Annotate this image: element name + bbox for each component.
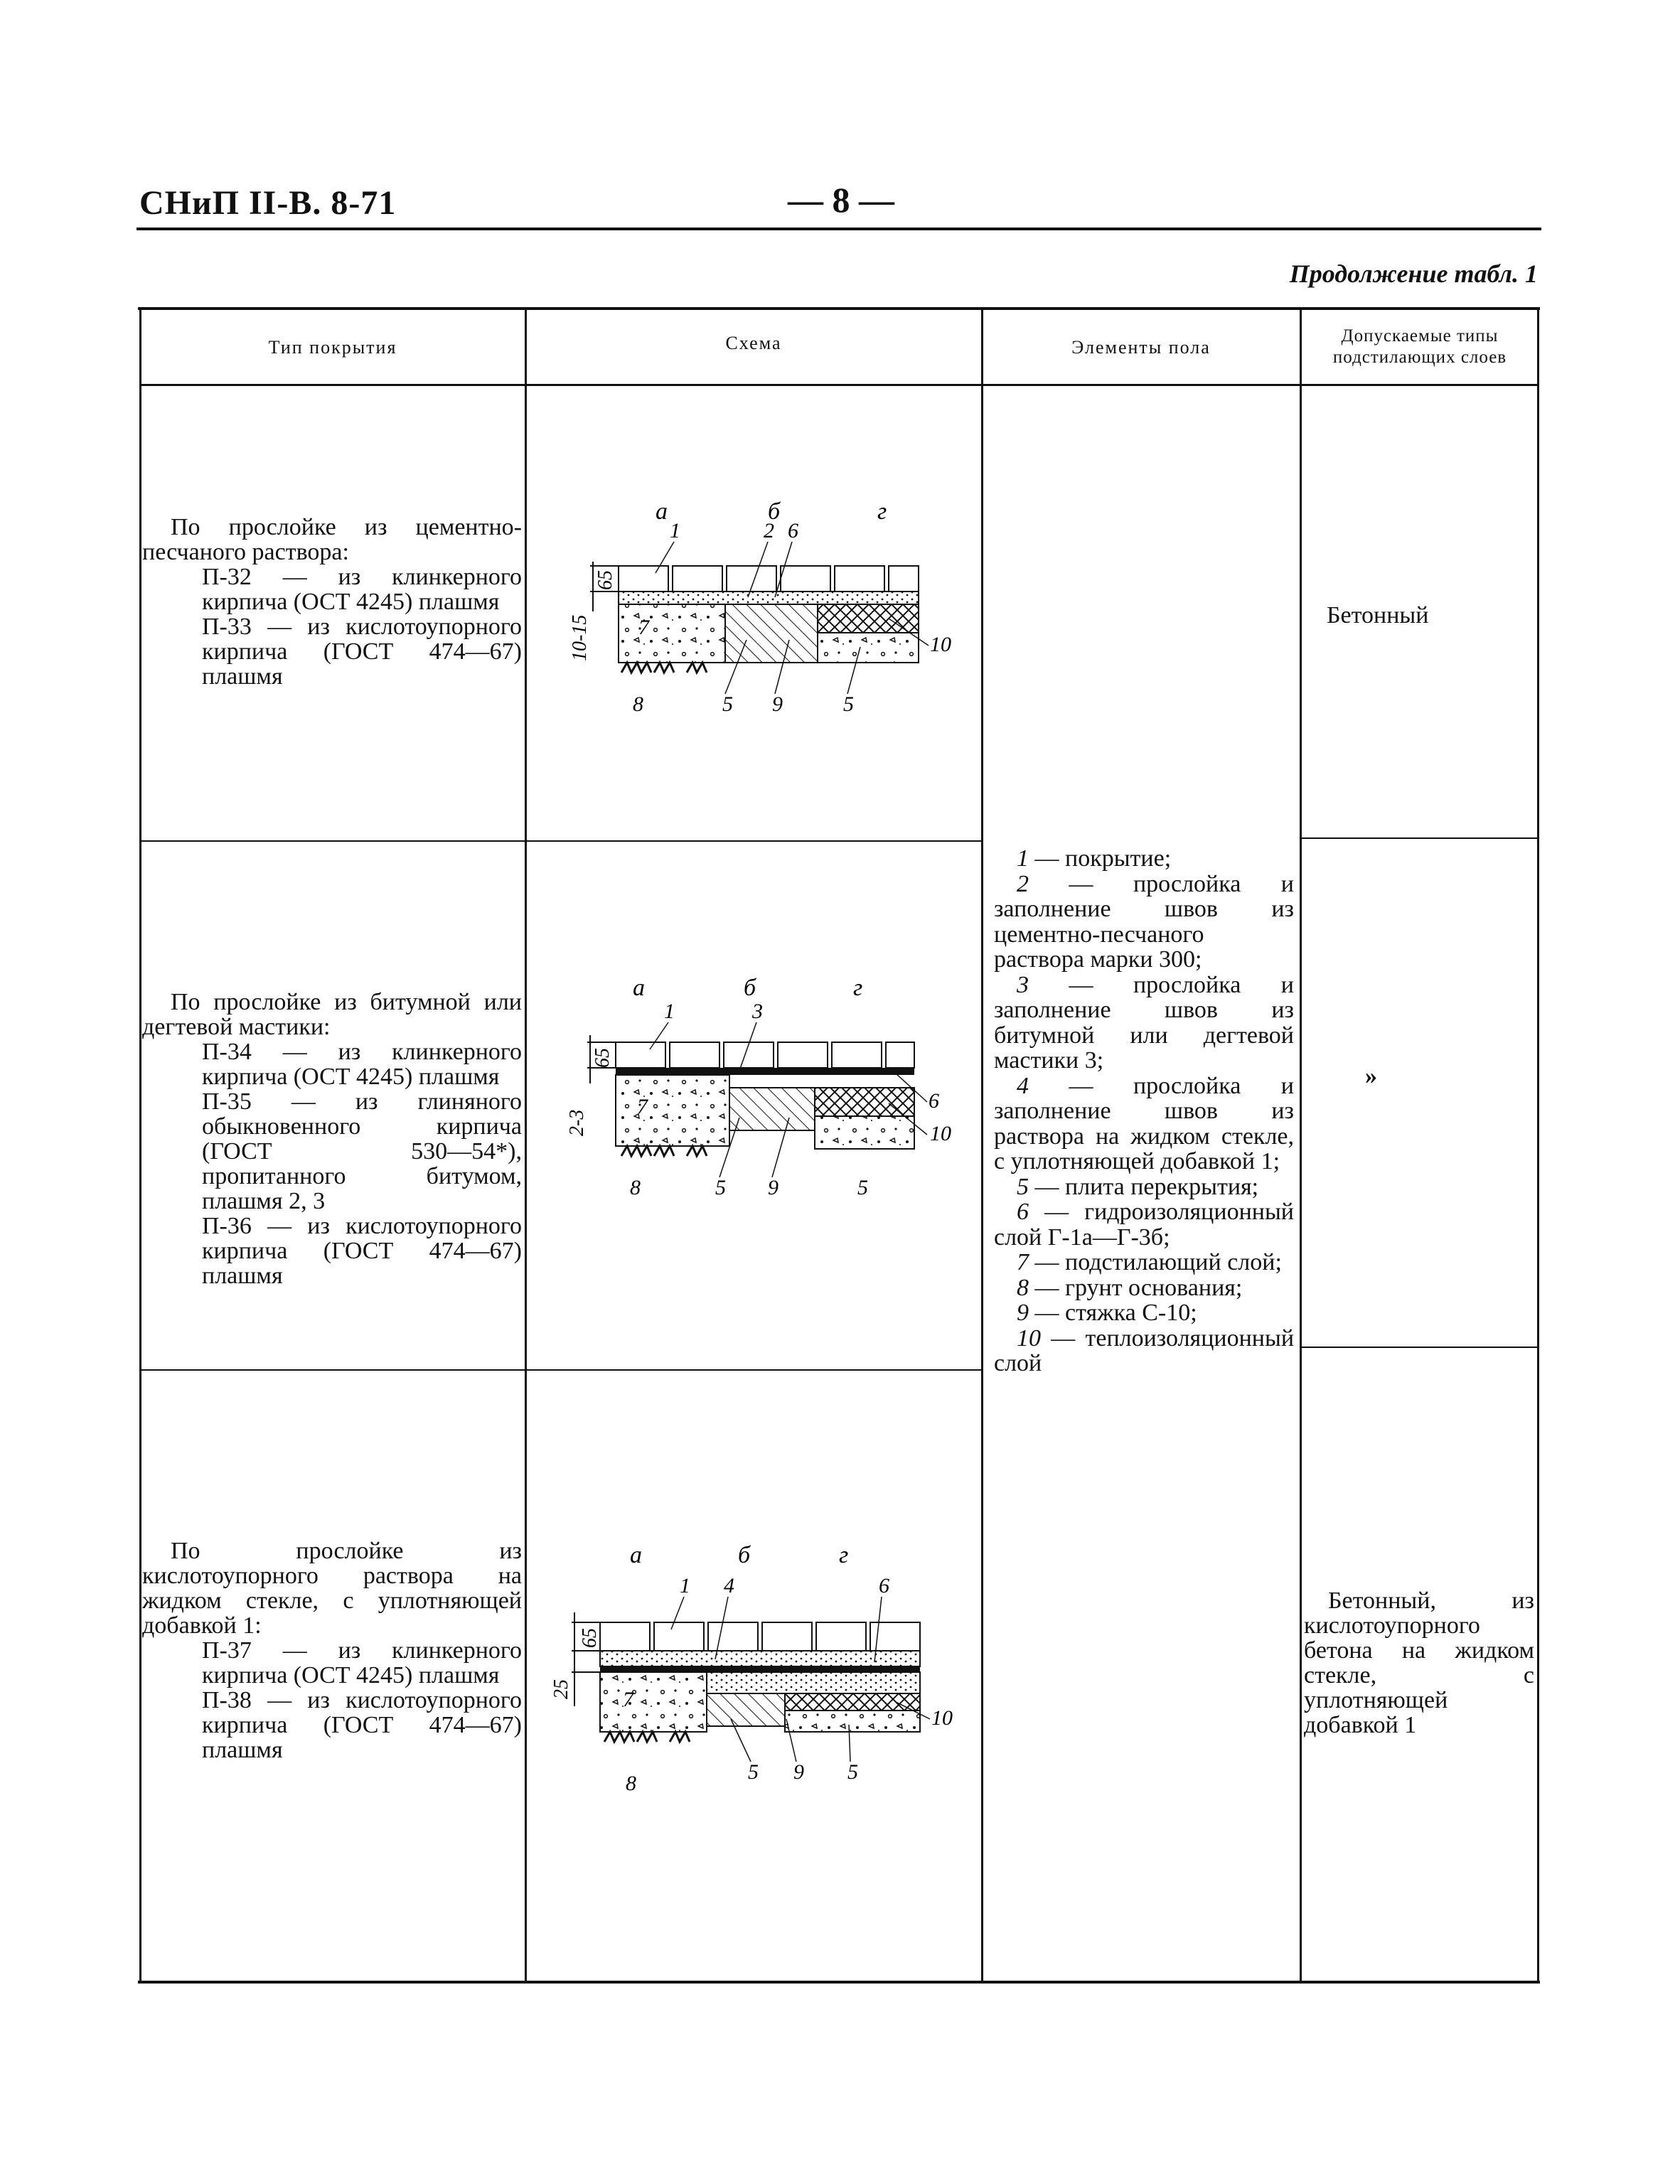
scheme-2-label-a: а bbox=[633, 975, 645, 1001]
scheme-2-underlay-concrete bbox=[616, 1075, 729, 1146]
scheme-2-dim-top: 65 bbox=[592, 1048, 614, 1068]
scheme-3-num-5b: 5 bbox=[847, 1760, 858, 1784]
header-bottom-border bbox=[139, 384, 1539, 386]
row-3-coating-type bbox=[142, 1538, 522, 1762]
table-top-border bbox=[138, 307, 1540, 310]
floor-element-8: 8 — грунт основания; bbox=[1017, 1274, 1243, 1301]
floor-element-10: 10 — теплоизоляционный слой bbox=[994, 1324, 1295, 1376]
row-divider-2-right bbox=[1300, 1347, 1539, 1348]
table-bottom-border bbox=[138, 1981, 1540, 1984]
scheme-2-ground bbox=[621, 1146, 707, 1156]
floor-element-2: 2 — прослойка и заполнение швов из цементно-песчаного раствора марки 300; bbox=[994, 870, 1294, 973]
scheme-3-num-9: 9 bbox=[793, 1760, 804, 1784]
row-divider-1-right bbox=[1300, 837, 1539, 839]
table-continuation-note: Продолжение табл. 1 bbox=[1289, 259, 1538, 288]
row-2-item-2: П-35 — из глиняного обыкновенного кирпича (ГОСТ 530—54*), пропитанного битумом, плашмя 2, 3 bbox=[202, 1088, 522, 1214]
scheme-1-dim-top: 65 bbox=[594, 570, 616, 590]
scheme-3-bricks bbox=[600, 1622, 920, 1651]
scheme-3-label-a: а bbox=[630, 1542, 642, 1568]
scheme-1-ground bbox=[621, 663, 707, 673]
floor-element-3: 3 — прослойка и заполнение швов из битумной или дегтевой мастики 3; bbox=[994, 971, 1294, 1074]
row-2-item-1: П-34 — из клинкерного кирпича (ОСТ 4245) плашмя bbox=[202, 1039, 522, 1090]
scheme-1-num-9: 9 bbox=[772, 692, 783, 716]
row-1-coating-type bbox=[142, 515, 522, 689]
scheme-3-num-6: 6 bbox=[879, 1574, 889, 1597]
scheme-1-slab bbox=[818, 633, 919, 663]
col-divider-3 bbox=[1300, 307, 1302, 1982]
scheme-1-dim-side: 10-15 bbox=[569, 614, 591, 661]
scheme-1-label-g: г bbox=[877, 498, 887, 525]
col-divider-2 bbox=[981, 307, 983, 1982]
scheme-3-num-8: 8 bbox=[626, 1772, 636, 1795]
scheme-1-num-2: 2 bbox=[764, 519, 774, 542]
scheme-3-num-10: 10 bbox=[931, 1706, 953, 1730]
scheme-3-insulation bbox=[785, 1693, 920, 1711]
row-divider-1-left bbox=[139, 840, 983, 842]
scheme-3-mortar-layer bbox=[600, 1651, 920, 1666]
scheme-2-slab bbox=[815, 1116, 914, 1149]
scheme-2-num-5a: 5 bbox=[715, 1176, 726, 1199]
scheme-1-num-1: 1 bbox=[670, 519, 680, 542]
col-header-floor-elements: Элементы пола bbox=[1071, 337, 1211, 358]
scheme-3-screed-hatch bbox=[707, 1693, 785, 1726]
scheme-1-num-5a: 5 bbox=[722, 692, 733, 716]
scheme-3-waterproofing bbox=[600, 1666, 920, 1672]
row-1-intro: По прослойке из цементно-песчаного раствора: bbox=[142, 514, 522, 565]
page-number: — 8 — bbox=[788, 180, 894, 220]
scheme-3-underlay-concrete bbox=[600, 1672, 707, 1732]
scheme-2-num-7: 7 bbox=[637, 1095, 648, 1118]
row-3-item-1: П-37 — из клинкерного кирпича (ОСТ 4245) плашмя bbox=[202, 1637, 522, 1688]
scheme-2-screed-hatch bbox=[729, 1088, 815, 1130]
row-2-coating-type bbox=[142, 990, 522, 1288]
scheme-3-dim-side: 25 bbox=[550, 1679, 572, 1699]
row-1-item-2: П-33 — из кислотоупорного кирпича (ГОСТ 474—67) плашмя bbox=[202, 614, 522, 690]
scheme-3-label-b: б bbox=[738, 1542, 751, 1568]
scheme-1-underlay-concrete bbox=[619, 604, 725, 663]
floor-element-4: 4 — прослойка и заполнение швов из раствора на жидком стекле, с уплотняющей добавкой 1; bbox=[994, 1072, 1294, 1174]
floor-element-1: 1 — покрытие; bbox=[1017, 845, 1172, 872]
scheme-2-bricks bbox=[616, 1042, 914, 1068]
scheme-1-bricks bbox=[619, 566, 919, 592]
scheme-2-num-3: 3 bbox=[752, 1000, 763, 1023]
row-2-intro: По прослойке из битумной или дегтевой мастики: bbox=[142, 989, 522, 1040]
scheme-1-num-5b: 5 bbox=[843, 692, 854, 716]
col-header-scheme: Схема bbox=[725, 333, 782, 353]
scheme-1-num-10: 10 bbox=[930, 633, 951, 656]
row-2-underlay: » bbox=[1365, 1063, 1377, 1089]
row-3-intro: По прослойке из кислотоупорного раствора на жидком стекле, с уплотняющей добавкой 1: bbox=[142, 1538, 522, 1639]
document-code: СНиП II-В. 8-71 bbox=[139, 184, 397, 222]
scheme-2-num-10: 10 bbox=[930, 1122, 951, 1145]
scheme-3-dim-top: 65 bbox=[579, 1628, 601, 1648]
scheme-3-num-5a: 5 bbox=[748, 1760, 759, 1784]
scheme-3-dimensions bbox=[572, 1612, 600, 1706]
scheme-3-num-1: 1 bbox=[680, 1574, 690, 1597]
scheme-2-num-9: 9 bbox=[768, 1176, 779, 1199]
row-3-item-2: П-38 — из кислотоупорного кирпича (ГОСТ 474—67) плашмя bbox=[202, 1687, 522, 1763]
scheme-2-num-5b: 5 bbox=[857, 1176, 868, 1199]
floor-element-5: 5 — плита перекрытия; bbox=[1017, 1173, 1259, 1200]
scheme-3-diagram bbox=[540, 1529, 974, 1799]
scheme-3-slab bbox=[785, 1711, 920, 1732]
scheme-2-label-b: б bbox=[744, 975, 756, 1001]
row-2-item-3: П-36 — из кислотоупорного кирпича (ГОСТ 474—67) плашмя bbox=[202, 1213, 522, 1289]
scheme-2-mastic-layer bbox=[616, 1068, 914, 1075]
scheme-2-num-6: 6 bbox=[929, 1089, 939, 1113]
scheme-1-label-b: б bbox=[768, 498, 781, 525]
header-rule bbox=[137, 228, 1541, 230]
row-1-underlay: Бетонный bbox=[1327, 602, 1429, 628]
floor-element-7: 7 — подстилающий слой; bbox=[1017, 1249, 1282, 1275]
scheme-2-num-1: 1 bbox=[664, 1000, 675, 1023]
table-right-border bbox=[1537, 307, 1539, 1982]
scheme-3-ground bbox=[604, 1732, 690, 1742]
table-left-border bbox=[139, 307, 141, 1982]
scheme-3-screed bbox=[707, 1672, 920, 1693]
floor-element-6: 6 — гидроизоляционный слой Г-1а—Г-3б; bbox=[994, 1199, 1294, 1251]
row-1-item-1: П-32 — из клинкерного кирпича (ОСТ 4245) плашмя bbox=[202, 564, 522, 615]
scheme-2-section-labels bbox=[633, 975, 862, 1001]
scheme-2-num-8: 8 bbox=[630, 1176, 641, 1199]
scheme-3-label-g: г bbox=[839, 1542, 849, 1568]
floor-elements-list bbox=[994, 846, 1294, 1376]
row-3-underlay: Бетонный, из кислотоупорного бетона на жидком стекле, с уплотняющей добавкой 1 bbox=[1304, 1588, 1534, 1738]
col-header-coating-type: Тип покрытия bbox=[268, 337, 397, 358]
scheme-1-diagram bbox=[562, 491, 974, 732]
scheme-3-num-4: 4 bbox=[724, 1574, 734, 1597]
scheme-1-screed-hatch bbox=[725, 604, 818, 663]
scheme-1-mortar-layer bbox=[619, 592, 919, 604]
scheme-3-section-labels bbox=[630, 1542, 848, 1568]
scheme-1-num-7: 7 bbox=[638, 616, 649, 639]
row-divider-2-left bbox=[139, 1369, 983, 1371]
scheme-2-diagram bbox=[562, 967, 974, 1209]
col-divider-1 bbox=[525, 307, 527, 1982]
scheme-2-label-g: г bbox=[853, 975, 863, 1001]
scheme-1-num-6: 6 bbox=[788, 519, 798, 542]
scheme-3-num-7: 7 bbox=[623, 1688, 633, 1711]
floor-element-9: 9 — стяжка С-10; bbox=[1017, 1300, 1197, 1326]
scheme-1-label-a: а bbox=[656, 498, 668, 525]
scheme-2-dim-side: 2-3 bbox=[566, 1109, 588, 1136]
scheme-1-num-8: 8 bbox=[633, 692, 643, 716]
col-header-underlay-types: Допускаемые типы подстилающих слоев bbox=[1332, 326, 1507, 367]
